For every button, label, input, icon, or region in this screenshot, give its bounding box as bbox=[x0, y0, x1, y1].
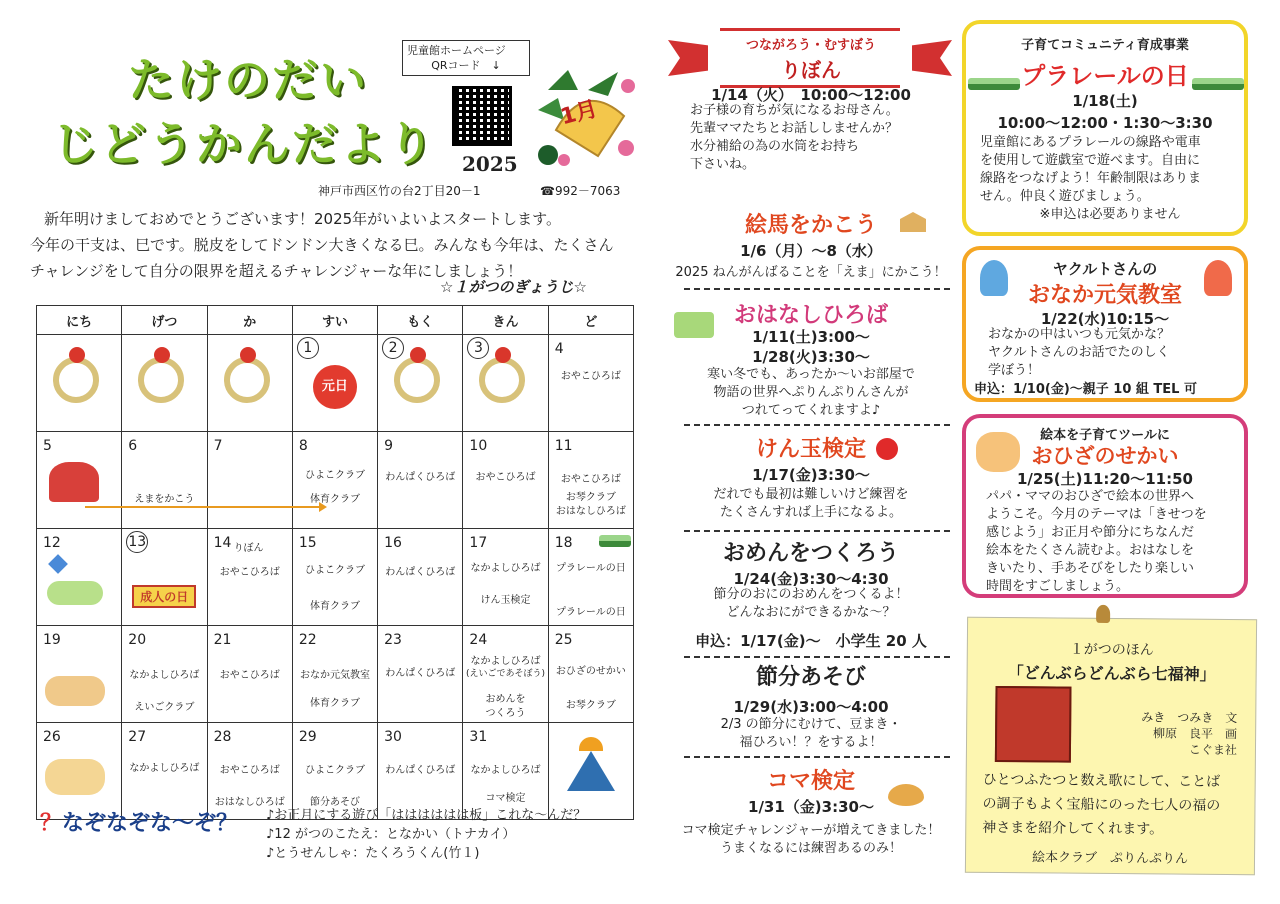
question-mark-icon: ？ bbox=[40, 811, 63, 836]
weekday-sat: ど bbox=[548, 306, 633, 335]
ohiza-text-line: 絵本をたくさん読むよ。おはなしを bbox=[986, 543, 1195, 558]
event-label: わんぱくひろば bbox=[385, 765, 456, 776]
day-number: 27 bbox=[128, 729, 147, 745]
ohanashi-text-line: 寒い冬でも、あったか～いお部屋で bbox=[707, 367, 915, 382]
divider bbox=[684, 756, 950, 758]
week-row bbox=[37, 723, 634, 820]
ohiza-text bbox=[986, 488, 1248, 596]
calendar-cell bbox=[207, 626, 292, 723]
calendar-cell bbox=[122, 626, 207, 723]
divider bbox=[684, 656, 950, 658]
ribbon-subtitle: つながろう・むすぼう bbox=[745, 38, 876, 53]
ribbon-text-line: 下さいね。 bbox=[690, 157, 756, 172]
event-label: お琴クラブ bbox=[565, 700, 616, 711]
qr-label-line1: 児童館ホームページ bbox=[407, 44, 506, 57]
event-label: ひよこクラブ bbox=[304, 565, 365, 576]
ohiza-subtitle: 絵本を子育てツールに bbox=[1040, 428, 1170, 443]
ema-text: 2025 ねんがんばることを「えま」にかこう！ bbox=[675, 265, 947, 280]
event-label: えまをかこう bbox=[134, 494, 195, 505]
weekday-mon: げつ bbox=[122, 306, 207, 335]
weekday-wed: すい bbox=[292, 306, 377, 335]
calendar-cell bbox=[207, 432, 292, 529]
calendar-cell-empty bbox=[122, 335, 207, 432]
plarail-time: 10:00～12:00・1:30～3:30 bbox=[997, 114, 1213, 132]
calendar-cell bbox=[463, 723, 548, 820]
shimekazari-icon bbox=[138, 357, 184, 403]
plarail-text-line: せん。仲良く遊びましょう。 bbox=[980, 189, 1150, 204]
calendar-cell bbox=[548, 626, 633, 723]
train-icon bbox=[1192, 78, 1244, 90]
event-label: おはなしひろば bbox=[555, 506, 626, 517]
kids-icon bbox=[47, 581, 103, 605]
book-author: みき つみき 文 bbox=[1141, 710, 1238, 726]
greeting bbox=[30, 206, 630, 284]
qr-code-image[interactable] bbox=[452, 86, 512, 146]
event-label: なかよしひろば bbox=[129, 763, 200, 774]
event-label: わんぱくひろば bbox=[385, 668, 456, 679]
day-number: 8 bbox=[298, 438, 308, 454]
ribbon-text-line: 水分補給の為の水筒をお持ち bbox=[690, 139, 860, 154]
koma-text-line: うまくなるには練習あるのみ！ bbox=[719, 841, 902, 856]
ohanashi-date2: 1/28(火)3:30～ bbox=[752, 348, 870, 366]
event-label: おひざのせかい bbox=[555, 666, 626, 677]
event-label: なかよしひろば bbox=[470, 656, 541, 667]
book-description-line: ひとつふたつと数え歌にして、ことば bbox=[982, 771, 1221, 790]
week-row bbox=[37, 626, 634, 723]
yakult-subtitle: ヤクルトさんの bbox=[1052, 260, 1158, 278]
ohiza-text-line: 時間をすごしましょう。 bbox=[986, 579, 1130, 594]
event-label: コマ検定 bbox=[485, 793, 526, 804]
sunrise-fuji-icon: 元日 bbox=[313, 365, 357, 409]
kendama-date: 1/17(金)3:30～ bbox=[752, 466, 870, 484]
plarail-text-line: 児童館にあるプラレールの線路や電車 bbox=[980, 135, 1201, 150]
ribbon-text-line: お子様の育ちが気になるお母さん。 bbox=[690, 103, 899, 118]
divider bbox=[684, 424, 950, 426]
event-label: プラレールの日 bbox=[555, 607, 626, 618]
ribbon-time: 1/14（火） 10:00～12:00 bbox=[711, 86, 911, 104]
quiz-title bbox=[40, 806, 238, 837]
day-number: 26 bbox=[43, 729, 61, 745]
ribbon-title: りぼん bbox=[781, 58, 841, 82]
calendar-cell bbox=[207, 529, 292, 626]
day-number: 3 bbox=[467, 337, 489, 359]
day-number: 20 bbox=[128, 632, 147, 648]
setsubun-text bbox=[666, 716, 956, 752]
title-line2: じどうかんだより bbox=[52, 117, 436, 171]
koma-text bbox=[666, 822, 956, 858]
book-title: 「どんぶらどんぶら七福神」 bbox=[1007, 663, 1216, 684]
calendar-cell bbox=[37, 723, 122, 820]
day-number: 17 bbox=[469, 535, 488, 551]
ema-date: 1/6（月）～8（水） bbox=[740, 242, 882, 260]
book-description-line: の調子もよく宝船にのった七人の福の bbox=[982, 795, 1221, 814]
ribbon-text bbox=[690, 102, 950, 174]
omen-text bbox=[666, 586, 956, 622]
event-label: おやこひろば bbox=[560, 474, 621, 485]
animals-icon bbox=[45, 759, 105, 795]
weekday-thu: もく bbox=[378, 306, 463, 335]
day-number: 18 bbox=[554, 535, 573, 551]
kendama-text-line: だれでも最初は難しいけど練習を bbox=[713, 487, 909, 502]
shimekazari-icon bbox=[394, 357, 440, 403]
weekday-sun: にち bbox=[37, 306, 122, 335]
day-number: 21 bbox=[213, 632, 232, 648]
calendar-cell bbox=[122, 723, 207, 820]
animals-icon bbox=[45, 676, 105, 706]
qr-label-line2: QRコード ↓ bbox=[431, 59, 501, 72]
shimekazari-icon bbox=[53, 357, 99, 403]
quiz-line3: ♪とうせんしゃ：たくろうくん(竹１) bbox=[266, 846, 480, 861]
plarail-text-line: を使用して遊戯室で遊べます。自由に bbox=[980, 153, 1200, 168]
calendar-cell bbox=[548, 529, 633, 626]
weekday-fri: きん bbox=[463, 306, 548, 335]
book-note bbox=[965, 617, 1257, 876]
ohiza-date: 1/25(土)11:20～11:50 bbox=[1017, 470, 1193, 488]
plarail-text bbox=[980, 134, 1240, 224]
event-label: けん玉検定 bbox=[480, 595, 531, 606]
calendar-cell bbox=[207, 723, 292, 820]
event-label: おめんを bbox=[485, 694, 526, 705]
event-label: りぼん bbox=[233, 543, 264, 554]
title-line1: たけのだい bbox=[128, 53, 368, 107]
day-number: 5 bbox=[43, 438, 52, 454]
divider bbox=[684, 530, 950, 532]
plarail-date: 1/18(土) bbox=[1072, 92, 1138, 110]
event-label: なかよしひろば bbox=[129, 670, 200, 681]
day-number: 30 bbox=[384, 729, 402, 745]
calendar-cell bbox=[378, 335, 463, 432]
book-club: 絵本クラブ ぷりんぷりん bbox=[1031, 850, 1189, 867]
kendama-title: けん玉検定 bbox=[755, 437, 866, 462]
book-credits bbox=[1117, 709, 1237, 758]
yakult-title: おなか元気教室 bbox=[1027, 283, 1182, 308]
yakult-box bbox=[962, 246, 1248, 402]
lion-dance-icon bbox=[49, 462, 99, 502]
day-number: 14 bbox=[213, 535, 232, 551]
day-number: 7 bbox=[213, 438, 223, 454]
day-number: 13 bbox=[126, 531, 148, 553]
ohiza-text-line: パパ・ママのおひざで絵本の世界へ bbox=[986, 489, 1195, 504]
calendar-cell-empty bbox=[37, 335, 122, 432]
omen-title: おめんをつくろう bbox=[722, 541, 899, 566]
ohiza-title: おひざのせかい bbox=[1031, 444, 1179, 468]
calendar-cell bbox=[463, 626, 548, 723]
event-label: 節分あそび bbox=[309, 797, 360, 808]
calendar-cell bbox=[548, 432, 633, 529]
weekday-row bbox=[37, 306, 634, 335]
month-badge: 1月 bbox=[557, 96, 601, 131]
event-label: おやこひろば bbox=[219, 670, 280, 681]
event-label: えいごクラブ bbox=[134, 702, 195, 713]
calendar-cell bbox=[292, 432, 377, 529]
event-label: プラレールの日 bbox=[555, 563, 626, 574]
calendar-cell bbox=[122, 529, 207, 626]
shimekazari-icon bbox=[479, 357, 525, 403]
event-label: わんぱくひろば bbox=[385, 567, 456, 578]
calendar-cell-empty bbox=[207, 335, 292, 432]
plarail-text-line: 線路をつなげよう！年齢制限はありま bbox=[980, 171, 1202, 186]
kendama-icon bbox=[876, 438, 898, 460]
calendar-cell bbox=[292, 529, 377, 626]
event-label: おやこひろば bbox=[475, 472, 536, 483]
greeting-line2: 今年の干支は、巳です。脱皮をしてドンドン大きくなる巳。みんなも今年は、たくさん bbox=[30, 236, 614, 254]
event-label: つくろう bbox=[485, 708, 526, 719]
day-number: 29 bbox=[298, 729, 317, 745]
day-number: 22 bbox=[298, 632, 317, 648]
event-label: なかよしひろば bbox=[470, 765, 541, 776]
ohanashi-date1: 1/11(土)3:00～ bbox=[752, 328, 870, 346]
plarail-box bbox=[962, 20, 1248, 236]
calendar-cell bbox=[463, 335, 548, 432]
event-label: お琴クラブ bbox=[565, 492, 616, 503]
event-label: なかよしひろば bbox=[470, 563, 541, 574]
calendar-cell bbox=[463, 432, 548, 529]
ohiza-box bbox=[962, 414, 1248, 598]
yakult-date: 1/22(水)10:15～ bbox=[1040, 310, 1170, 328]
day-number: 6 bbox=[128, 438, 138, 454]
book-heading: １がつのほん bbox=[1069, 641, 1154, 659]
book-illustrator: 柳原 良平 画 bbox=[1153, 726, 1238, 742]
book-description bbox=[982, 768, 1249, 842]
calendar-cell bbox=[292, 723, 377, 820]
greeting-line1: 新年明けましておめでとうございます！2025年がいよいよスタートします。 bbox=[44, 210, 561, 228]
kendama-text bbox=[666, 486, 956, 522]
day-number: 23 bbox=[384, 632, 402, 648]
schedule-title: ☆１がつのぎょうじ☆ bbox=[440, 278, 587, 296]
ohiza-text-line: 感じよう」お正月や節分にちなんだ bbox=[986, 525, 1195, 540]
train-icon bbox=[968, 78, 1020, 90]
day-number: 4 bbox=[554, 341, 564, 357]
year: 2025 bbox=[462, 152, 518, 176]
setsubun-date: 1/29(水)3:00～4:00 bbox=[733, 698, 889, 716]
day-number: 16 bbox=[384, 535, 402, 551]
day-number: 9 bbox=[384, 438, 394, 454]
quiz-body bbox=[266, 806, 586, 863]
calendar-cell bbox=[37, 529, 122, 626]
kite-icon bbox=[48, 554, 68, 574]
koma-text-line: コマ検定チャレンジャーが増えてきました！ bbox=[681, 823, 941, 838]
telephone: ☎992－7063 bbox=[540, 184, 621, 198]
book-publisher: こぐま社 bbox=[1188, 742, 1238, 758]
calendar-cell bbox=[37, 626, 122, 723]
omen-text-line: どんなおにができるかな～？ bbox=[726, 605, 896, 620]
address: 神戸市西区竹の台2丁目20－1 bbox=[318, 184, 481, 198]
week-row bbox=[37, 432, 634, 529]
ema-title: 絵馬をかこう bbox=[744, 213, 877, 238]
train-icon bbox=[599, 535, 631, 547]
event-label: おはなしひろば bbox=[214, 797, 285, 808]
day-number: 15 bbox=[298, 535, 317, 551]
weekday-tue: か bbox=[207, 306, 292, 335]
calendar-cell bbox=[378, 432, 463, 529]
sun-icon bbox=[579, 737, 603, 751]
pin-icon bbox=[1096, 605, 1110, 623]
day-number: 28 bbox=[213, 729, 232, 745]
shimekazari-icon bbox=[224, 357, 270, 403]
event-label: 体育クラブ bbox=[309, 698, 360, 709]
event-label: おやこひろば bbox=[560, 371, 621, 382]
day-number: 24 bbox=[469, 632, 488, 648]
yakult-text-line: 学ぼう！ bbox=[988, 363, 1041, 378]
event-label: おやこひろば bbox=[219, 567, 280, 578]
day-number: 1 bbox=[297, 337, 319, 359]
omen-text-line: 節分のおにのおめんをつくるよ！ bbox=[713, 587, 909, 602]
ohanashi-text-line: 物語の世界へぷりんぷりんさんが bbox=[713, 385, 909, 400]
day-number: 2 bbox=[382, 337, 404, 359]
qr-label bbox=[402, 40, 530, 76]
greeting-line3: チャレンジをして自分の限界を超えるチャレンジャーな年にしましょう！ bbox=[30, 262, 523, 280]
plarail-title: プラレールの日 bbox=[1021, 62, 1189, 90]
day-number: 10 bbox=[469, 438, 488, 454]
day-number: 12 bbox=[43, 535, 61, 551]
event-label: ひよこクラブ bbox=[304, 765, 365, 776]
week-row bbox=[37, 335, 634, 432]
event-label: 体育クラブ bbox=[309, 494, 360, 505]
calendar-cell bbox=[37, 432, 122, 529]
setsubun-text-line: 2/3 の節分にむけて、豆まき・ bbox=[720, 717, 902, 732]
calendar-cell bbox=[292, 626, 377, 723]
event-label: わんぱくひろば bbox=[385, 472, 456, 483]
calendar-cell bbox=[463, 529, 548, 626]
day-number: 11 bbox=[554, 438, 573, 454]
calendar-cell bbox=[378, 626, 463, 723]
quiz-line2: ♪12 がつのこたえ：となかい（トナカイ） bbox=[266, 827, 516, 842]
omen-apply: 申込：1/17(金)～ 小学生 20 人 bbox=[695, 632, 927, 650]
calendar-cell bbox=[122, 432, 207, 529]
event-label: おなか元気教室 bbox=[299, 670, 370, 681]
ohiza-text-line: きいたり、手あそびをしたり楽しい bbox=[986, 561, 1195, 576]
mount-fuji-icon bbox=[567, 751, 615, 791]
yakult-apply: 申込：1/10(金)～親子 10 組 TEL 可 bbox=[974, 382, 1197, 397]
event-label: 体育クラブ bbox=[309, 601, 360, 612]
day-number: 31 bbox=[469, 729, 488, 745]
calendar-cell-empty bbox=[548, 723, 633, 820]
setsubun-text-line: 福ひろい！？をするよ！ bbox=[739, 735, 883, 750]
koma-date: 1/31（金)3:30～ bbox=[748, 798, 874, 816]
ohanashi-text-line: つれてってくれますよ♪ bbox=[741, 403, 881, 418]
day-number: 25 bbox=[554, 632, 573, 648]
event-label: おやこひろば bbox=[219, 765, 280, 776]
calendar-cell bbox=[548, 335, 633, 432]
quiz-line1: ♪お正月にする遊び「はははははは板」これな～んだ？ bbox=[266, 808, 587, 823]
kendama-text-line: たくさんすれば上手になるよ。 bbox=[719, 505, 902, 520]
day-number: 19 bbox=[43, 632, 61, 648]
yakult-text-line: ヤクルトさんのお話でたのしく bbox=[988, 345, 1170, 360]
date-range-arrow bbox=[85, 506, 325, 508]
ribbon-text-line: 先輩ママたちとお話ししませんか？ bbox=[690, 121, 899, 136]
setsubun-title: 節分あそび bbox=[755, 665, 866, 690]
plarail-note: ※申込は必要ありません bbox=[1039, 207, 1181, 222]
event-label: ひよこクラブ bbox=[304, 470, 365, 481]
book-cover-image[interactable] bbox=[995, 686, 1072, 763]
calendar-cell bbox=[292, 335, 377, 432]
coming-of-age-day-badge: 成人の日 bbox=[132, 585, 196, 608]
ohanashi-title: おはなしひろば bbox=[733, 303, 888, 328]
event-label: (えいごであそぼう) bbox=[466, 669, 546, 679]
book-description-line: 神さまを紹介してくれます。 bbox=[982, 819, 1164, 838]
ohanashi-text bbox=[666, 366, 956, 420]
week-row bbox=[37, 529, 634, 626]
plarail-subtitle: 子育てコミュニティ育成事業 bbox=[1021, 38, 1189, 53]
calendar-cell bbox=[378, 723, 463, 820]
omen-date: 1/24(金)3:30～4:30 bbox=[733, 570, 889, 588]
ohiza-text-line: ようこそ。今月のテーマは「きせつを bbox=[986, 507, 1207, 522]
calendar-cell bbox=[378, 529, 463, 626]
divider bbox=[684, 288, 950, 290]
quiz-title-text: なぞなぞな～ぞ？ bbox=[62, 811, 239, 836]
yakult-text-line: おなかの中はいつも元気かな？ bbox=[988, 327, 1171, 342]
yakult-text bbox=[988, 326, 1238, 380]
koma-title: コマ検定 bbox=[766, 769, 855, 794]
calendar bbox=[36, 305, 634, 820]
